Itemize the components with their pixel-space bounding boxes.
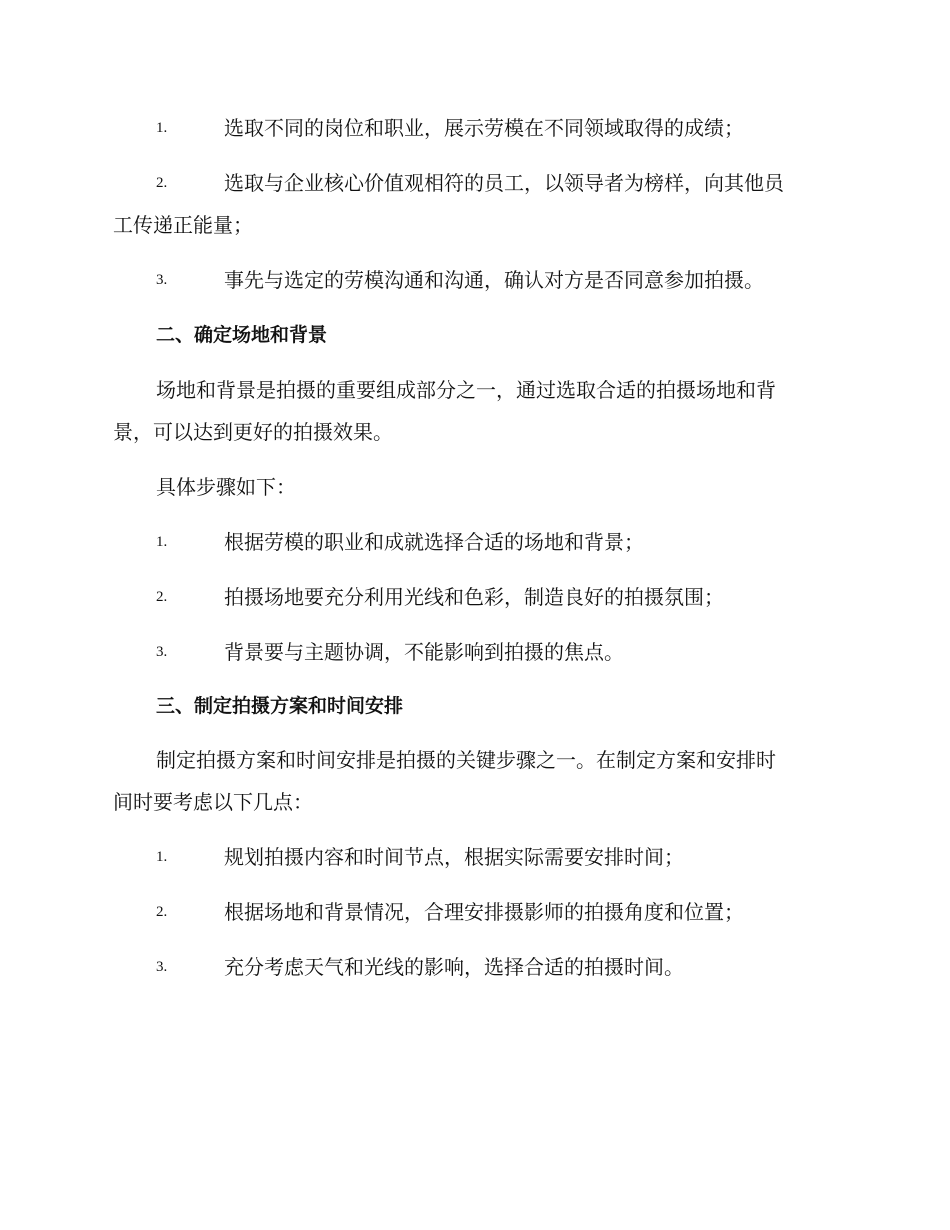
list-item-text: 规划拍摄内容和时间节点，根据实际需要安排时间； (224, 845, 684, 869)
list-number: 1. (156, 534, 168, 550)
list-item-text: 拍摄场地要充分利用光线和色彩，制造良好的拍摄氛围； (224, 585, 724, 609)
list-item-text: 充分考虑天气和光线的影响，选择合适的拍摄时间。 (224, 955, 684, 979)
list-item-text: 根据场地和背景情况，合理安排摄影师的拍摄角度和位置； (224, 900, 744, 924)
paragraph-text: 间时要考虑以下几点： (113, 790, 313, 814)
list-item-text-continued: 工传递正能量； (113, 213, 253, 237)
list-item-text: 选取与企业核心价值观相符的员工，以领导者为榜样，向其他员 (224, 171, 784, 195)
list-number: 3. (156, 644, 168, 660)
steps-intro: 具体步骤如下： (156, 475, 296, 499)
list-number: 2. (156, 904, 168, 920)
list-number: 2. (156, 175, 168, 191)
list-item-text: 背景要与主题协调，不能影响到拍摄的焦点。 (224, 640, 624, 664)
paragraph-text: 景，可以达到更好的拍摄效果。 (113, 420, 393, 444)
list-number: 3. (156, 272, 168, 288)
list-item-text: 事先与选定的劳模沟通和沟通，确认对方是否同意参加拍摄。 (224, 268, 764, 292)
section-heading-text: 二、确定场地和背景 (156, 324, 328, 346)
paragraph-text: 制定拍摄方案和时间安排是拍摄的关键步骤之一。在制定方案和安排时 (156, 748, 776, 772)
list-number: 3. (156, 959, 168, 975)
section-heading-text: 三、制定拍摄方案和时间安排 (156, 695, 404, 717)
paragraph-text: 场地和背景是拍摄的重要组成部分之一，通过选取合适的拍摄场地和背 (156, 378, 776, 402)
list-number: 2. (156, 589, 168, 605)
list-item-text: 根据劳模的职业和成就选择合适的场地和背景； (224, 530, 644, 554)
list-number: 1. (156, 849, 168, 865)
list-number: 1. (156, 120, 168, 136)
list-item-text: 选取不同的岗位和职业，展示劳模在不同领域取得的成绩； (224, 116, 744, 140)
